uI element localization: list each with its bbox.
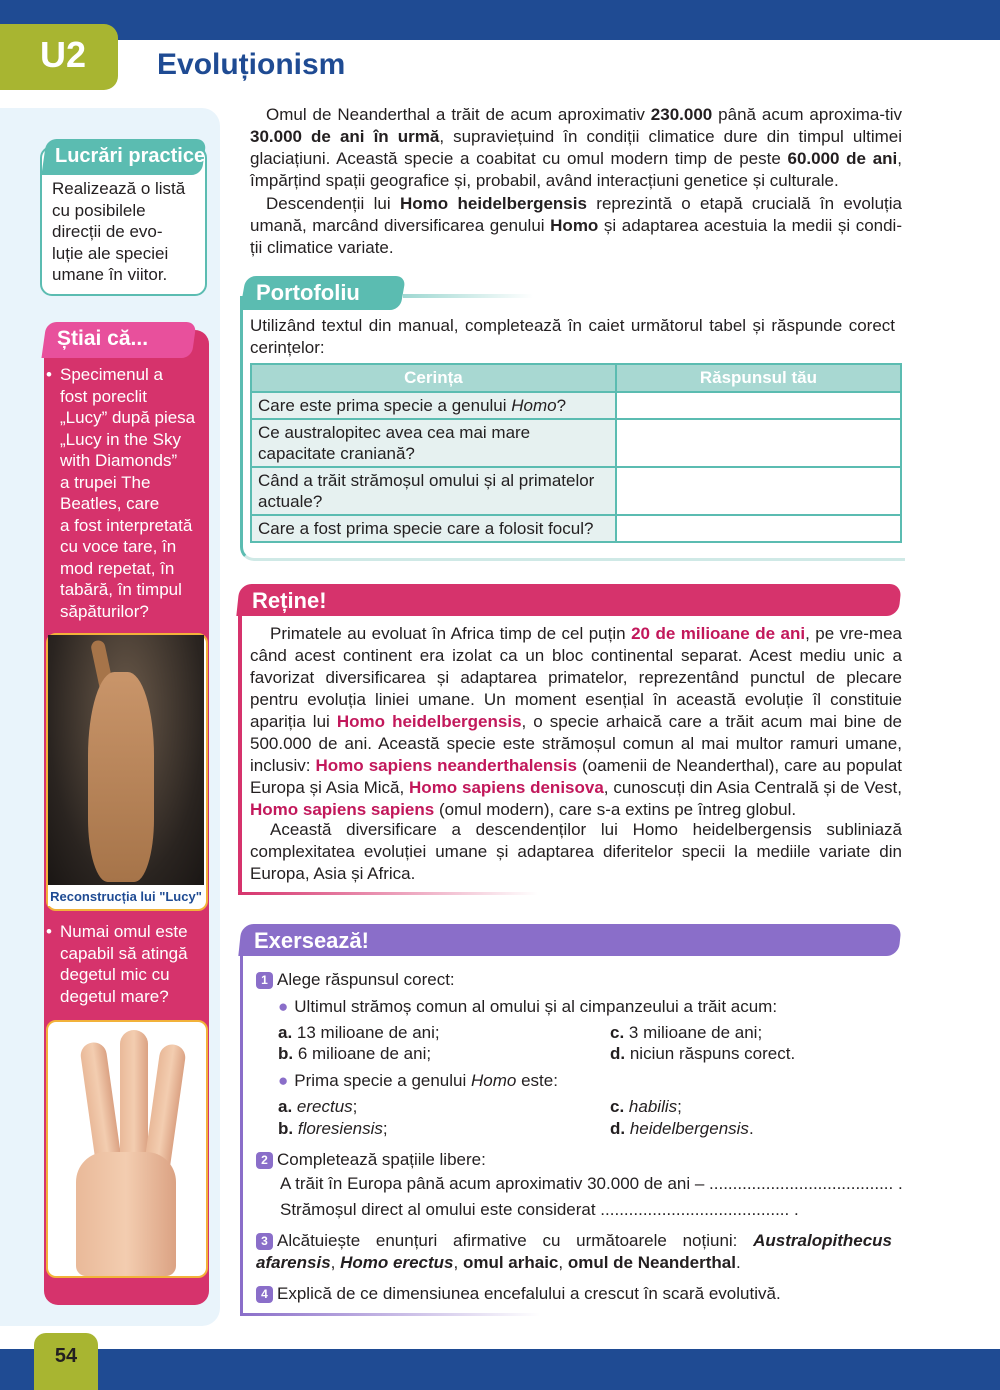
- stiai-ca-title: Știai că...: [57, 327, 149, 350]
- lucy-caption: Reconstrucția lui "Lucy": [48, 888, 204, 906]
- portofoliu-intro: Utilizând textul din manual, completează în caiet următorul tabel și răspunde corect cerințelor:: [250, 316, 895, 357]
- finger-middle: [120, 1030, 148, 1170]
- portofoliu-header-line: [403, 294, 533, 298]
- answer-cell[interactable]: [616, 392, 901, 419]
- option-1b[interactable]: b. 6 milioane de ani;: [278, 1044, 432, 1063]
- table-row: [251, 392, 901, 419]
- retine-title: Reține!: [252, 588, 327, 613]
- page-number: 54: [54, 1345, 78, 1367]
- answer-cell[interactable]: [616, 467, 901, 515]
- portofoliu-title: Portofoliu: [256, 280, 360, 305]
- intro-paragraph-2: Descendenții lui Homo heidelbergensis reprezintă o etapă crucială în evoluția umană, marcând diversificarea genului Homo și adaptarea acestuia la medii și condi-ții climatice variate.: [250, 194, 902, 257]
- question-cell: Care a fost prima specie care a folosit focul?: [251, 515, 616, 542]
- retine-paragraph-2: Această diversificare a descendenților lui Homo heidelbergensis subliniază complexitatea evoluției umane și adaptarea diferitelor specii la mediile variate din Europa, Asia și Africa.: [250, 820, 902, 883]
- table-row: [251, 515, 901, 542]
- lucrari-practice-title: Lucrări practice: [55, 145, 206, 167]
- option-2b[interactable]: b. floresiensis;: [278, 1119, 388, 1138]
- bottom-bar: [0, 1349, 1000, 1390]
- exercise-1-prompt: 1 Alege răspunsul corect:: [256, 969, 455, 991]
- table-row: [251, 419, 901, 467]
- table-row: [251, 467, 901, 515]
- question-cell: Ce australopitec avea cea mai mare capacitate craniană?: [251, 419, 616, 467]
- lucy-figure: [88, 672, 154, 882]
- retine-header: [236, 584, 901, 616]
- retine-paragraph-1: Primatele au evoluat în Africa timp de cel puțin 20 de milioane de ani, pe vre-mea când acest continent era izolat ca un bloc continental separat. Acest mediu unic a favorizat diversificarea și adaptarea primatelor, reprezentând punctul de plecare pentru evoluția liniei umane. Un moment esențial în această evoluție îl constituie apariția lui Homo heidelbergensis, o specie arhaică care a trăit acum mai bine de 500.000 de ani. Această specie este strămoșul comun al mai multor ramuri umane, inclusiv: Homo sapiens neanderthalensis (oamenii de Neanderthal), care au populat Europa și Asia Mică, Homo sapiens denisova, cunoscuți din Asia Centrală și de Vest, Homo sapiens sapiens (omul modern), care s-a extins pe întreg globul.: [250, 624, 903, 819]
- top-bar: [0, 0, 1000, 40]
- exercise-4: 4 Explică de ce dimensiunea encefalului a crescut în scară evolutivă.: [256, 1283, 781, 1305]
- exercise-number: 4: [256, 1286, 273, 1303]
- option-1a[interactable]: a. 13 milioane de ani;: [278, 1023, 440, 1042]
- stiai-ca-fact-1: • Specimenul a fost poreclit „Lucy” după piesa „Lucy in the Sky with Diamonds” a trupei The Beatles, care a fost interpretată cu voce tare, în mod repetat, în tabără, în timpul săpăturilor?: [46, 365, 196, 621]
- portofoliu-table: [250, 363, 902, 543]
- intro-paragraph-1: Omul de Neanderthal a trăit de acum aproximativ 230.000 până acum aproxima-tiv 30.000 de ani în urmă, supraviețuind în condiții climatice dure din timpul ultimei glaciațiuni. Această specie a coabitat cu omul modern timp de peste 60.000 de ani, împărțind spații geografice și, probabil, având interacțiuni genetice și culturale.: [250, 105, 903, 190]
- option-2d[interactable]: d. heidelbergensis.: [610, 1119, 754, 1138]
- unit-label: U2: [40, 34, 87, 75]
- exercise-number: 1: [256, 972, 273, 989]
- column-header-cerinta: Cerința: [251, 364, 616, 392]
- exerseaza-bottom-line: [240, 1313, 540, 1316]
- retine-bottom-line: [238, 892, 538, 895]
- option-2c[interactable]: c. habilis;: [610, 1097, 682, 1116]
- option-1c[interactable]: c. 3 milioane de ani;: [610, 1023, 763, 1042]
- palm: [76, 1152, 176, 1276]
- fill-in-line-2[interactable]: Strămoșul direct al omului este considerat ........................................ .: [280, 1200, 799, 1219]
- lucrari-practice-text: Realizează o listă cu posibilele direcții de evo- luție ale speciei umane în viitor.: [52, 179, 186, 284]
- exercise-3: 3 Alcătuiește enunțuri afirmative cu următoarele noțiuni: Australopithecus afarensis, Homo erectus, omul arhaic, omul de Neanderthal.: [256, 1231, 892, 1272]
- chapter-title: Evoluționism: [157, 48, 346, 81]
- retine-border: [238, 610, 242, 895]
- answer-cell[interactable]: [616, 515, 901, 542]
- answer-cell[interactable]: [616, 419, 901, 467]
- exerseaza-title: Exersează!: [254, 928, 369, 953]
- column-header-raspuns: Răspunsul tău: [616, 364, 901, 392]
- exercise-1-question-1: ● Ultimul strămoș comun al omului și al cimpanzeului a trăit acum:: [278, 997, 778, 1016]
- fill-in-line-1[interactable]: A trăit în Europa până acum aproximativ 30.000 de ani – ....................................... .: [280, 1174, 903, 1193]
- table-header-row: [251, 364, 901, 392]
- exercise-number: 3: [256, 1233, 273, 1250]
- option-2a[interactable]: a. erectus;: [278, 1097, 358, 1116]
- stiai-ca-fact-2: • Numai omul este capabil să atingă degetul mic cu degetul mare?: [46, 922, 188, 1006]
- question-cell: Care este prima specie a genului Homo?: [251, 392, 616, 419]
- question-cell: Când a trăit strămoșul omului și al primatelor actuale?: [251, 467, 616, 515]
- exerseaza-border: [240, 950, 243, 1316]
- option-1d[interactable]: d. niciun răspuns corect.: [610, 1044, 796, 1063]
- hand-gesture-image: [46, 1020, 208, 1278]
- exercise-number: 2: [256, 1152, 273, 1169]
- exercise-1-question-2: ● Prima specie a genului Homo este:: [278, 1071, 558, 1090]
- exercise-2-prompt: 2 Completează spațiile libere:: [256, 1149, 486, 1171]
